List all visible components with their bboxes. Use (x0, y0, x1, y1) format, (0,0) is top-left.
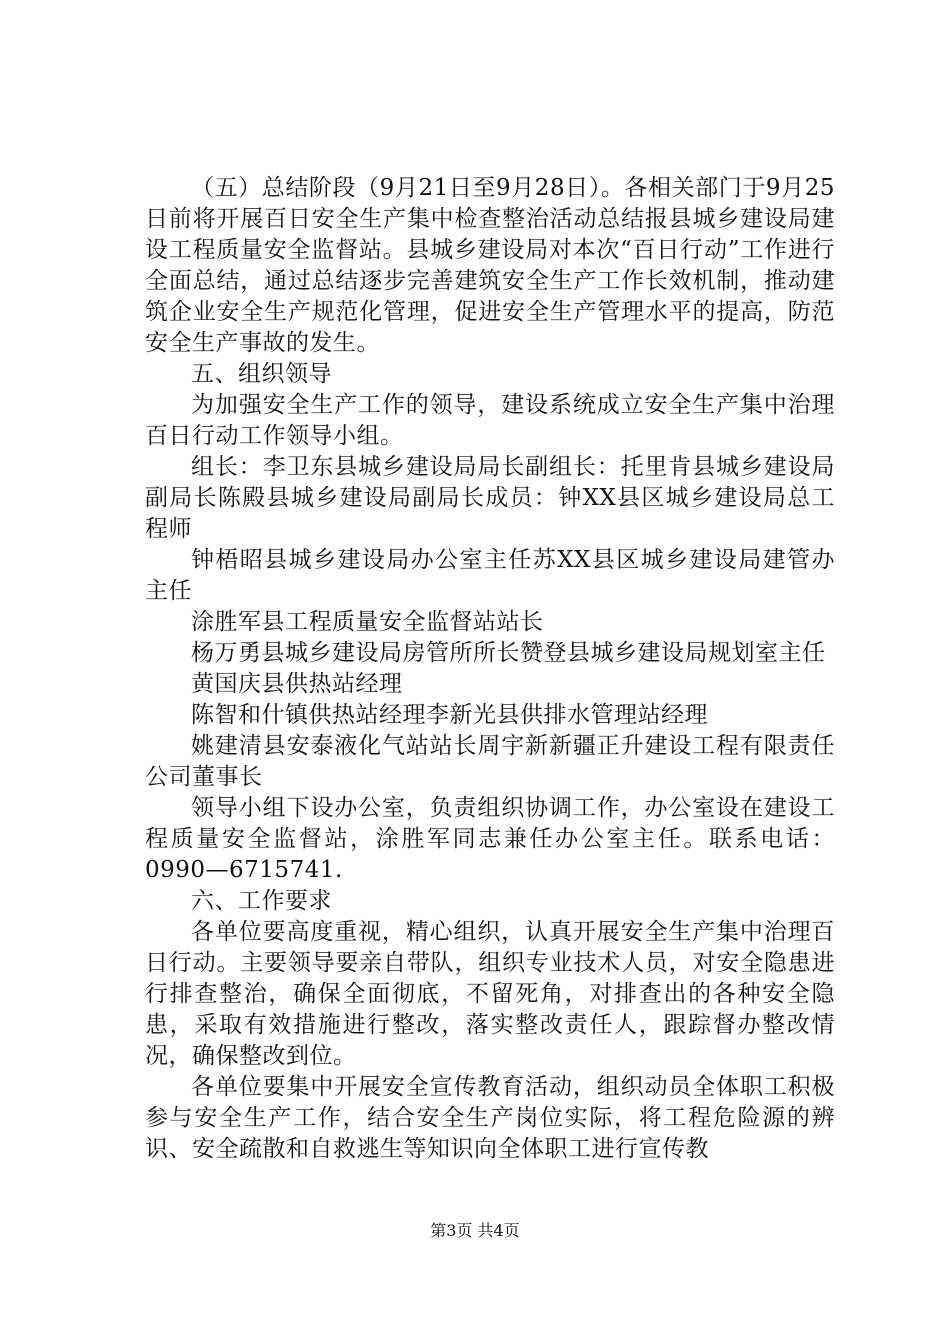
paragraph-leader-list: 黄国庆县供热站经理 (191, 671, 403, 697)
paragraph-leader-list: 陈智和什镇供热站经理李新光县供排水管理站经理 (191, 702, 708, 728)
section-heading-organization: 五、组织领导 (191, 361, 332, 387)
paragraph-requirement: 各单位要集中开展安全宣传教育活动，组织动员全体职工积极参与安全生产工作，结合安全生产岗位实际，将工程危险源的辨识、安全疏散和自救逃生等知识向全体职工进行宣传教 (145, 1074, 835, 1162)
paragraph-leadership-intro: 为加强安全生产工作的领导，建设系统成立安全生产集中治理百日行动工作领导小组。 (145, 392, 835, 449)
paragraph-leader-list: 涂胜军县工程质量安全监督站站长 (191, 609, 544, 635)
section-heading-requirements: 六、工作要求 (191, 888, 332, 914)
paragraph-leader-list: 姚建清县安泰液化气站站长周宇新新疆正升建设工程有限责任公司董事长 (145, 733, 835, 790)
paragraph-summary-stage: （五）总结阶段（9月21日至9月28日）。各相关部门于9月25日前将开展百日安全生产集中检查整治活动总结报县城乡建设局建设工程质量安全监督站。县城乡建设局对本次“百日行动”工作进行全面总结，通过总结逐步完善建筑安全生产工作长效机制，推动建筑企业安全生产规范化管理，促进安全生产管理水平的提高，防范安全生产事故的发生。 (145, 175, 835, 356)
paragraph-leader-list: 杨万勇县城乡建设局房管所所长赞登县城乡建设局规划室主任 (191, 640, 826, 666)
page-number-footer: 第3页 共4页 (430, 1221, 520, 1240)
paragraph-leader-list: 钟梧昭县城乡建设局办公室主任苏XX县区城乡建设局建管办主任 (145, 547, 835, 604)
paragraph-requirement: 各单位要高度重视，精心组织，认真开展安全生产集中治理百日行动。主要领导要亲自带队，组织专业技术人员，对安全隐患进行排查整治，确保全面彻底，不留死角，对排查出的各种安全隐患，采取有效措施进行整改，落实整改责任人，跟踪督办整改情况，确保整改到位。 (145, 919, 835, 1069)
paragraph-leader-list: 组长：李卫东县城乡建设局局长副组长：托里肯县城乡建设局副局长陈殿县城乡建设局副局长成员：钟XX县区城乡建设局总工程师 (145, 454, 835, 542)
paragraph-office-info: 领导小组下设办公室，负责组织协调工作，办公室设在建设工程质量安全监督站，涂胜军同志兼任办公室主任。联系电话：0990—6715741. (145, 795, 835, 883)
document-body (145, 173, 835, 1165)
